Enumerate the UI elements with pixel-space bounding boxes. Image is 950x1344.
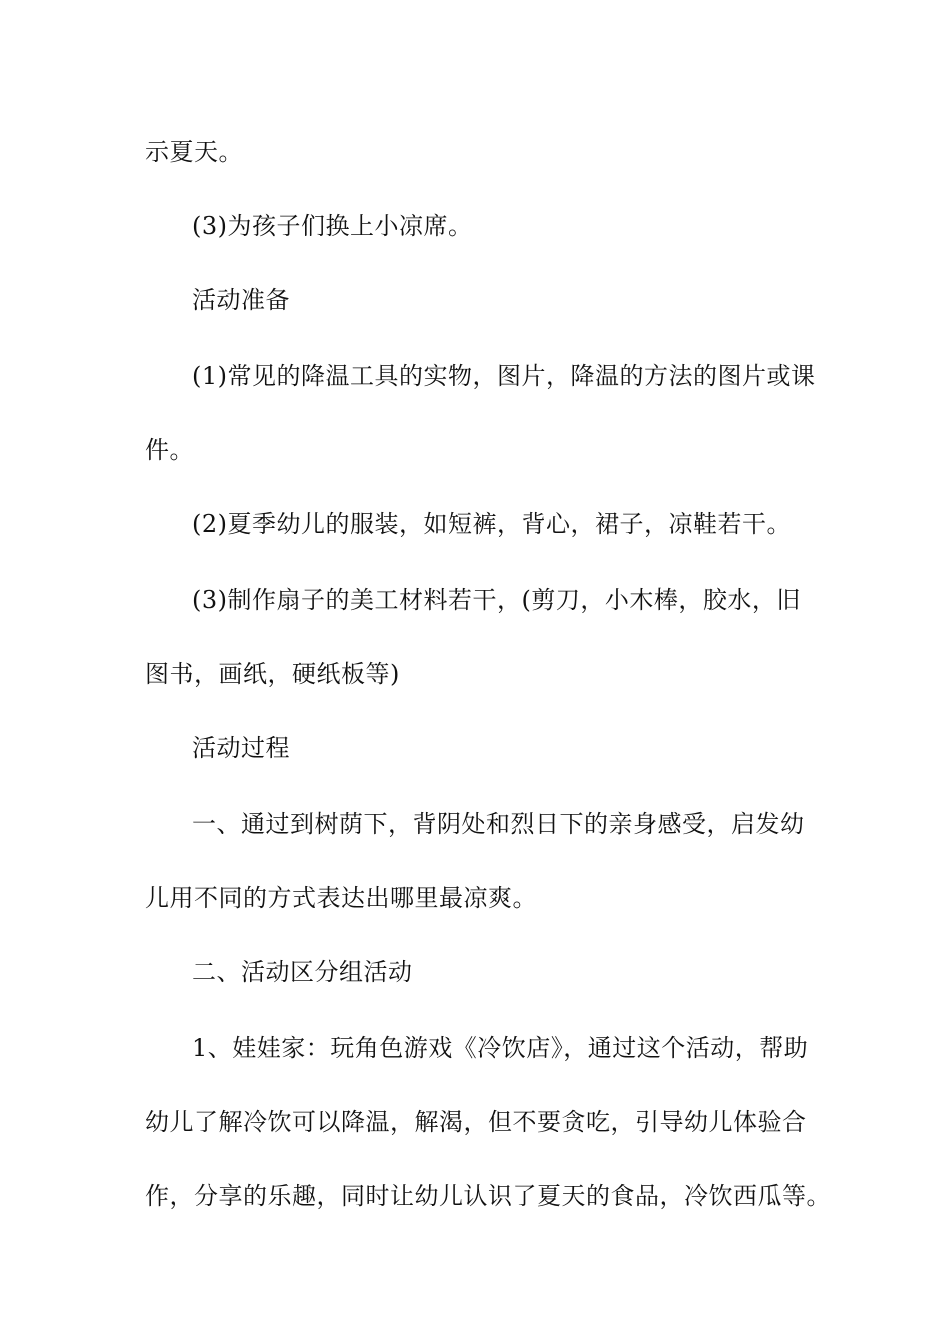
text-line: (1)常见的降温工具的实物，图片，降温的方法的图片或课	[192, 362, 816, 390]
section-heading: 二、活动区分组活动	[192, 958, 413, 986]
section-heading: 活动准备	[192, 286, 290, 314]
text-line: 示夏天。	[145, 138, 243, 166]
text-line: (3)制作扇子的美工材料若干，(剪刀，小木棒，胶水，旧	[192, 586, 801, 614]
text-line: 1、娃娃家：玩角色游戏《冷饮店》，通过这个活动，帮助	[192, 1034, 809, 1062]
text-line: 幼儿了解冷饮可以降温，解渴，但不要贪吃，引导幼儿体验合	[145, 1108, 807, 1136]
text-line: 作，分享的乐趣，同时让幼儿认识了夏天的食品，冷饮西瓜等。	[145, 1182, 831, 1210]
text-line: 件。	[145, 436, 194, 464]
text-line: (2)夏季幼儿的服装，如短裤，背心，裙子，凉鞋若干。	[192, 510, 791, 538]
section-heading: 活动过程	[192, 734, 290, 762]
text-line: 图书，画纸，硬纸板等)	[145, 660, 400, 688]
text-line: 儿用不同的方式表达出哪里最凉爽。	[145, 884, 537, 912]
text-line: 一、通过到树荫下，背阴处和烈日下的亲身感受，启发幼	[192, 810, 805, 838]
text-line: (3)为孩子们换上小凉席。	[192, 212, 473, 240]
